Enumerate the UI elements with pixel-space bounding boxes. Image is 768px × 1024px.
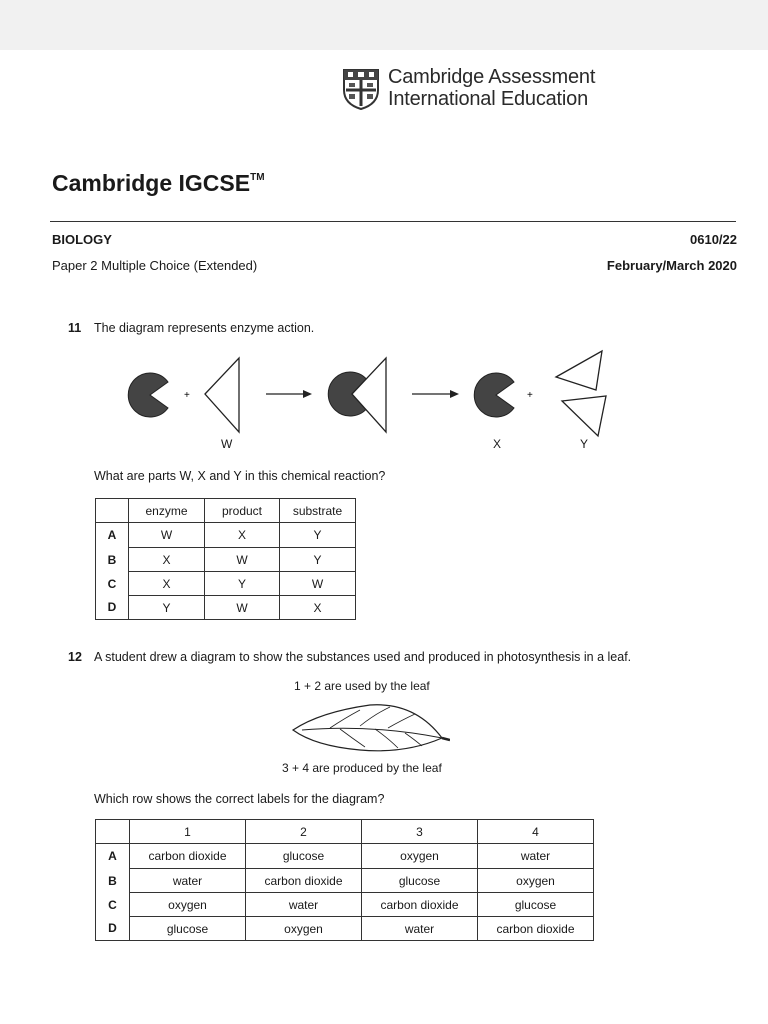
option-label: B (96, 869, 130, 893)
table-row: C oxygen water carbon dioxide glucose (96, 893, 594, 917)
header-rule (50, 221, 736, 222)
label-y: Y (580, 437, 589, 451)
answer-table-q11 (95, 498, 356, 620)
table-row: C X Y W (96, 572, 356, 596)
table-row: B X W Y (96, 548, 356, 572)
label-w: W (221, 437, 233, 451)
table-row: A W X Y (96, 523, 356, 548)
org-name: Cambridge Assessment International Education (388, 66, 596, 110)
question-prompt: Which row shows the correct labels for the diagram? (94, 792, 385, 806)
caption-used: 1 + 2 are used by the leaf (294, 679, 430, 693)
column-header: 2 (246, 820, 362, 844)
syllabus-code: 0610/22 (690, 232, 737, 247)
option-label: A (96, 523, 129, 548)
qualification-title: Cambridge IGCSE™ (52, 170, 265, 196)
caption-produced: 3 + 4 are produced by the leaf (282, 761, 442, 775)
leaf-diagram (290, 700, 450, 755)
plus-sign: + (527, 390, 533, 401)
option-label: C (96, 893, 130, 917)
viewer-top-bar (0, 0, 768, 50)
option-label: A (96, 844, 130, 869)
paper-title: Paper 2 Multiple Choice (Extended) (52, 258, 258, 273)
question-number: 11 (68, 321, 82, 335)
question-number: 12 (68, 650, 82, 664)
table-row: B water carbon dioxide glucose oxygen (96, 869, 594, 893)
column-header: 4 (478, 820, 594, 844)
cambridge-shield-logo (342, 68, 380, 110)
column-header: enzyme (129, 499, 205, 523)
question-text: The diagram represents enzyme action. (94, 321, 315, 335)
question-text: A student drew a diagram to show the substances used and produced in photosynthesis in a leaf. (94, 650, 632, 664)
subject: BIOLOGY (52, 232, 112, 247)
option-label: B (96, 548, 129, 572)
enzyme-shape (128, 373, 168, 417)
enzyme-action-diagram (120, 345, 620, 440)
enzyme-shape (474, 373, 514, 417)
table-row: A carbon dioxide glucose oxygen water (96, 844, 594, 869)
column-header: 1 (130, 820, 246, 844)
option-label: C (96, 572, 129, 596)
option-label: D (96, 596, 129, 620)
exam-session: February/March 2020 (606, 258, 737, 273)
table-row: D Y W X (96, 596, 356, 620)
plus-sign: + (184, 390, 190, 401)
column-header: substrate (280, 499, 356, 523)
question-prompt: What are parts W, X and Y in this chemical reaction? (94, 469, 386, 483)
label-x: X (493, 437, 502, 451)
answer-table-q12 (95, 819, 594, 941)
arrow-head (303, 390, 312, 398)
column-header: product (205, 499, 280, 523)
substrate-triangle (205, 358, 239, 432)
arrow-head (450, 390, 459, 398)
option-label: D (96, 917, 130, 941)
table-row: D glucose oxygen water carbon dioxide (96, 917, 594, 941)
product-triangle (562, 396, 606, 436)
product-triangle (556, 351, 602, 390)
column-header: 3 (362, 820, 478, 844)
